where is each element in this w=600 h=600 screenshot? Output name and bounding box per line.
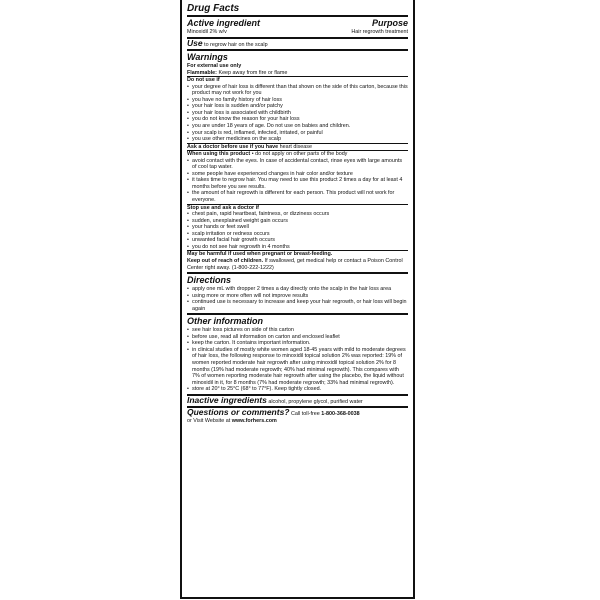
list-item: • avoid contact with the eyes. In case of accidental contact, rinse eyes with large amounts of cool tap water. — [187, 158, 408, 171]
list-item: • it takes time to regrow hair. You may need to use this product 2 times a day for at least 4 months before you see results. — [187, 177, 408, 190]
active-ingredient-heading: Active ingredient — [187, 18, 261, 28]
list-item: • chest pain, rapid heartbeat, faintness, or dizziness occurs — [187, 211, 408, 218]
list-item: • unwanted facial hair growth occurs — [187, 237, 408, 244]
use-section — [187, 39, 408, 50]
inactive-ingredients-text: alcohol, propylene glycol, purified water — [268, 398, 363, 405]
external-use-text: For external use only — [187, 63, 242, 70]
list-item: • apply one mL with dropper 2 times a day directly onto the scalp in the hair loss area — [187, 286, 408, 293]
list-item: • your hair loss is sudden and/or patchy — [187, 103, 408, 110]
drug-facts-title: Drug Facts — [187, 3, 240, 14]
when-using-label: When using this product — [187, 151, 251, 158]
ask-doctor-label: Ask a doctor before use if you have — [187, 143, 279, 150]
list-item: • keep the carton. It contains important information. — [187, 340, 408, 347]
list-item: • you use other medicines on the scalp — [187, 136, 408, 143]
flammable-label: Flammable: — [187, 69, 217, 76]
purpose-heading: Purpose — [371, 18, 408, 28]
list-item: • you are under 18 years of age. Do not use on babies and children. — [187, 123, 408, 130]
website-link: www.forhers.com — [231, 417, 277, 424]
other-information-list — [187, 327, 408, 392]
list-item: • store at 20° to 25°C (68° to 77°F). Keep tightly closed. — [187, 386, 408, 393]
inactive-ingredients-section — [187, 396, 408, 407]
call-prefix: Call toll-free — [291, 411, 320, 418]
phone-number: 1-800-368-0038 — [321, 411, 360, 418]
list-item: • before use, read all information on carton and enclosed leaflet — [187, 334, 408, 341]
other-information-section — [187, 315, 408, 393]
list-item: • in clinical studies of mostly white women aged 18-45 years with mild to moderate degrees of hair loss, the following response to minoxidil topical solution 2% was reported: 19% of women reported moderate hair regrowth after using minoxidil topical solution 2% for 8 months (19% had moderate regrowth; 40% had minimal regrowth). This compares with 7% of women reporting moderate hair regrowth after using the placebo, the liquid without minoxidil in it, for 8 months (7% had moderate regrowth; 33% had minimal regrowth). — [187, 347, 408, 386]
do-not-use-heading: Do not use if — [187, 77, 220, 84]
list-item: • scalp irritation or redness occurs — [187, 231, 408, 238]
drug-facts-panel — [180, 0, 415, 599]
other-information-heading: Other information — [187, 316, 263, 327]
list-item: • some people have experienced changes in hair color and/or texture — [187, 171, 408, 178]
list-item: • you have no family history of hair loss — [187, 97, 408, 104]
directions-heading: Directions — [187, 275, 232, 286]
when-using-list — [187, 158, 408, 204]
flammable-text: Keep away from fire or flame — [218, 69, 288, 76]
pregnancy-warning: May be harmful if used when pregnant or breast-feeding. — [187, 251, 333, 258]
purpose-value: Hair regrowth treatment — [351, 29, 408, 35]
list-item: • your scalp is red, inflamed, infected, irritated, or painful — [187, 130, 408, 137]
ask-doctor-text: heart disease — [279, 143, 312, 150]
list-item: • using more or more often will not improve results — [187, 293, 408, 300]
inactive-ingredients-heading: Inactive ingredients — [187, 394, 267, 405]
list-item: • sudden, unexplained weight gain occurs — [187, 218, 408, 225]
list-item: • your degree of hair loss is different than that shown on the side of this carton, because this product may not work for you — [187, 84, 408, 97]
warnings-section — [187, 51, 408, 272]
list-item: • continued use is necessary to increase and keep your hair regrowth, or hair loss will begin again — [187, 299, 408, 312]
directions-list — [187, 286, 408, 312]
visit-prefix: or Visit Website at — [187, 417, 231, 424]
list-item: • your hands or feet swell — [187, 224, 408, 231]
keep-out-text: If swallowed, get medical help or contact a Poison Control Center right away. (1-800-222-1222) — [187, 257, 403, 271]
list-item: • see hair loss pictures on side of this carton — [187, 327, 408, 334]
list-item: • you do not see hair regrowth in 4 months — [187, 244, 408, 251]
active-ingredient-section — [187, 17, 408, 37]
use-heading: Use — [187, 37, 203, 48]
stop-use-list — [187, 211, 408, 250]
keep-out-label: Keep out of reach of children. — [187, 257, 264, 264]
use-text: to regrow hair on the scalp — [204, 41, 268, 48]
warnings-heading: Warnings — [187, 52, 228, 63]
active-ingredient-value: Minoxidil 2% w/v — [187, 29, 227, 35]
bullet-icon: • — [251, 151, 254, 158]
do-not-use-list — [187, 84, 408, 143]
when-using-first: do not apply on other parts of the body — [255, 151, 348, 158]
questions-section — [187, 408, 408, 425]
directions-section — [187, 274, 408, 313]
list-item: • the amount of hair regrowth is different for each person. This product will not work for everyone. — [187, 190, 408, 203]
stop-use-heading: Stop use and ask a doctor if — [187, 204, 259, 211]
list-item: • your hair loss is associated with childbirth — [187, 110, 408, 117]
list-item: • you do not know the reason for your hair loss — [187, 116, 408, 123]
questions-heading: Questions or comments? — [187, 407, 290, 418]
